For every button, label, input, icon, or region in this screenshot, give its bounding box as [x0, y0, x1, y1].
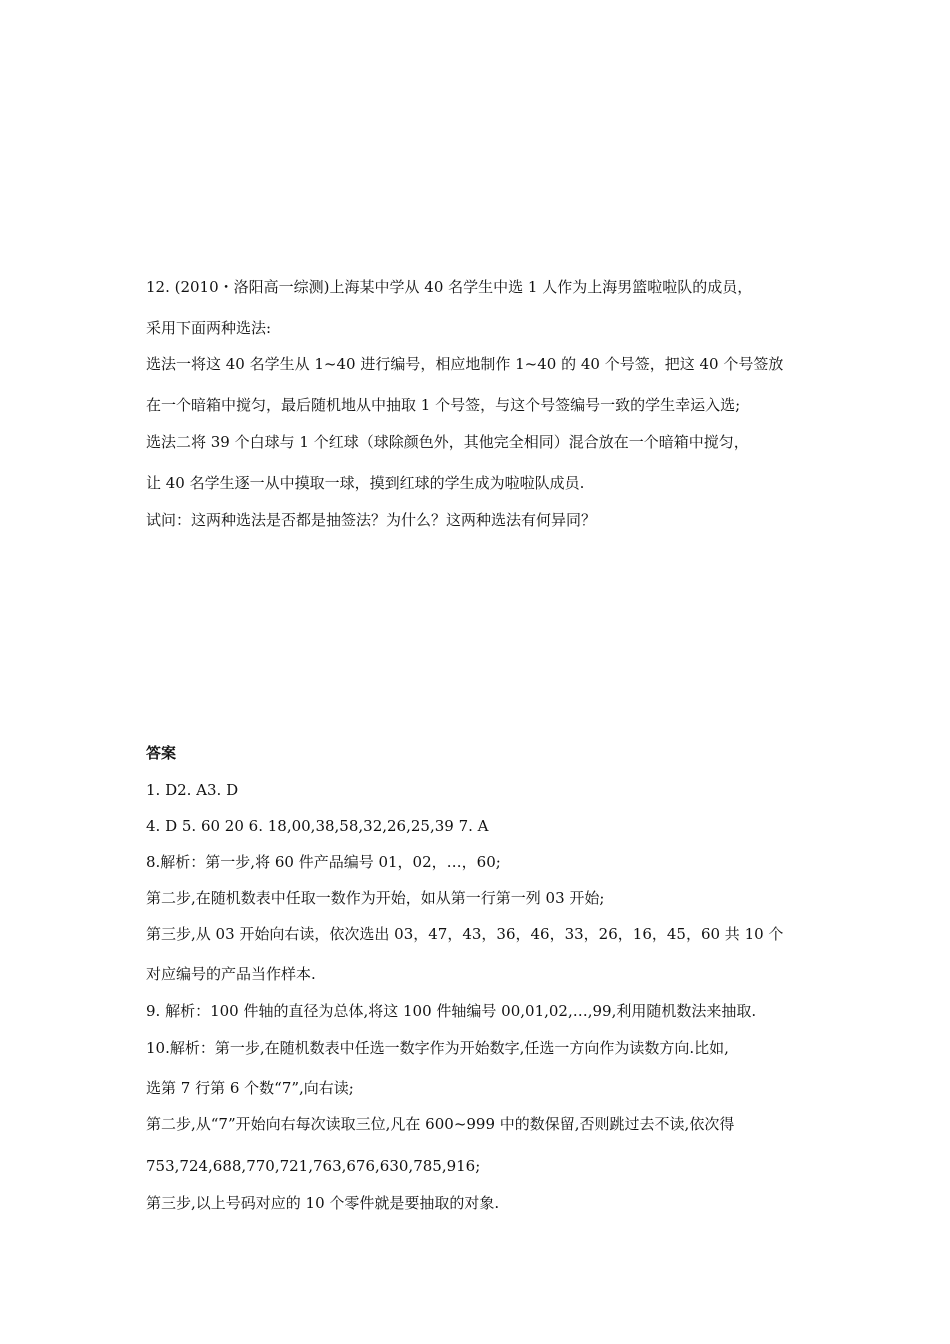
answer-line: 10.解析：第一步,在随机数表中任选一数字作为开始数字,任选一方向作为读数方向.比如,: [146, 1039, 729, 1057]
question-line: 让 40 名学生逐一从中摸取一球，摸到红球的学生成为啦啦队成员.: [146, 474, 585, 492]
answer-line: 第二步,从“7”开始向右每次读取三位,凡在 600~999 中的数保留,否则跳过去不读,依次得: [146, 1115, 735, 1133]
answer-line: 4. D 5. 60 20 6. 18,00,38,58,32,26,25,39 7. A: [146, 817, 489, 835]
answer-line: 第三步,从 03 开始向右读，依次选出 03，47，43，36，46，33，26，16，45，60 共 10 个: [146, 925, 784, 943]
answer-line: 753,724,688,770,721,763,676,630,785,916;: [146, 1157, 481, 1175]
answer-line: 第三步,以上号码对应的 10 个零件就是要抽取的对象.: [146, 1194, 500, 1212]
question-line: 选法二将 39 个白球与 1 个红球（球除颜色外，其他完全相同）混合放在一个暗箱中搅匀，: [146, 433, 749, 451]
answers-heading: 答案: [146, 744, 177, 762]
answer-line: 9. 解析：100 件轴的直径为总体,将这 100 件轴编号 00,01,02,…,99,利用随机数法来抽取.: [146, 1002, 757, 1020]
question-line: 12. (2010・洛阳高一综测)上海某中学从 40 名学生中选 1 人作为上海男篮啦啦队的成员，: [146, 278, 753, 296]
question-line: 在一个暗箱中搅匀，最后随机地从中抽取 1 个号签，与这个号签编号一致的学生幸运入选;: [146, 396, 741, 414]
question-line: 试问：这两种选法是否都是抽签法？为什么？这两种选法有何异同？: [146, 511, 597, 529]
answer-line: 选第 7 行第 6 个数“7”,向右读;: [146, 1079, 354, 1097]
question-line: 采用下面两种选法:: [146, 319, 272, 337]
answer-line: 8.解析：第一步,将 60 件产品编号 01，02，…，60;: [146, 853, 501, 871]
question-line: 选法一将这 40 名学生从 1~40 进行编号，相应地制作 1~40 的 40 个号签，把这 40 个号签放: [146, 355, 784, 373]
answer-line: 第二步,在随机数表中任取一数作为开始，如从第一行第一列 03 开始;: [146, 889, 605, 907]
answer-line: 对应编号的产品当作样本.: [146, 965, 316, 983]
answer-line: 1. D2. A3. D: [146, 781, 239, 799]
